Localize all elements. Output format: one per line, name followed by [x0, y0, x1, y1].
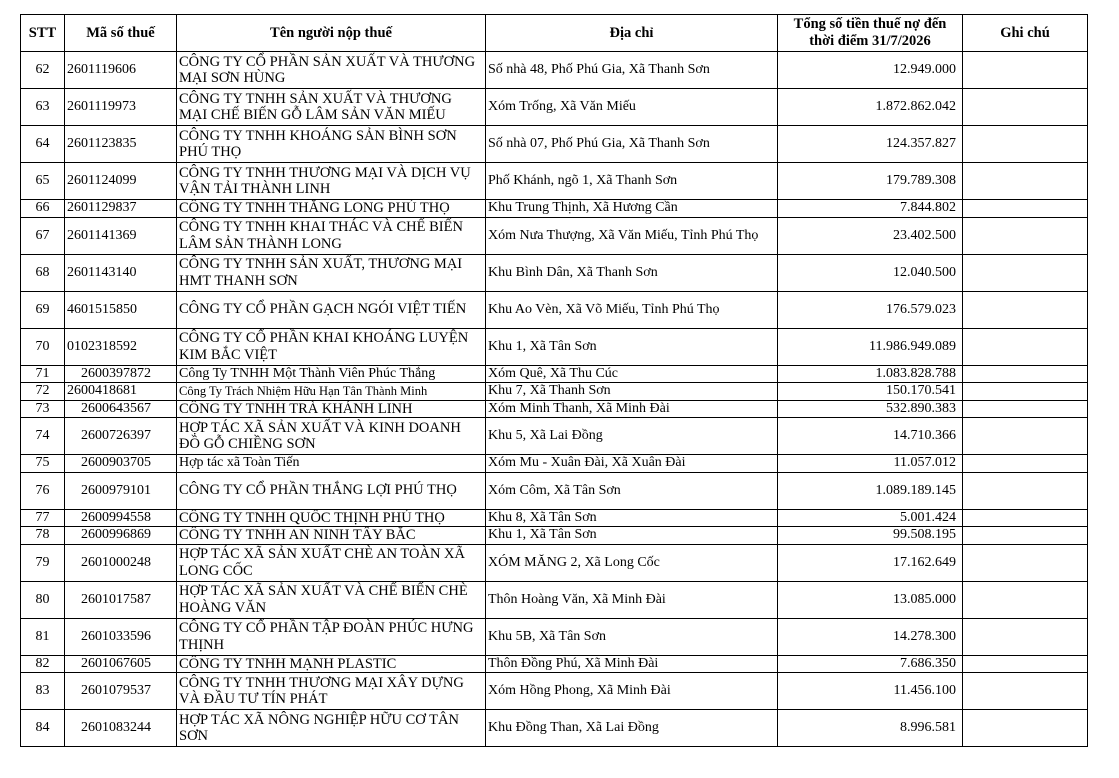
row-taxpayer-name: CÔNG TY TNHH KHAI THÁC VÀ CHẾ BIẾN LÂM SẢN THÀNH LONG [177, 217, 486, 254]
row-address: Khu Bình Dân, Xã Thanh Sơn [486, 254, 778, 291]
row-stt: 71 [21, 365, 65, 383]
row-stt: 77 [21, 509, 65, 527]
row-stt: 84 [21, 710, 65, 747]
row-tax-code: 2600903705 [65, 455, 177, 473]
row-address: Khu Trung Thịnh, Xã Hương Cần [486, 200, 778, 218]
row-stt: 72 [21, 383, 65, 401]
row-note [963, 710, 1088, 747]
table-row [21, 618, 1088, 655]
row-taxpayer-name: HỢP TÁC XÃ NÔNG NGHIỆP HỮU CƠ TÂN SƠN [177, 710, 486, 747]
row-tax-code: 2601123835 [65, 126, 177, 163]
row-total-debt: 17.162.649 [778, 544, 963, 581]
row-total-debt: 1.089.189.145 [778, 472, 963, 509]
header-total-debt-line1: Tổng số tiền thuế nợ đến [793, 16, 947, 32]
row-taxpayer-name: Công Ty TNHH Một Thành Viên Phúc Thắng [177, 365, 486, 383]
row-total-debt: 12.949.000 [778, 52, 963, 89]
table-row [21, 217, 1088, 254]
table-row [21, 673, 1088, 710]
row-address: Xóm Minh Thanh, Xã Minh Đài [486, 400, 778, 418]
row-tax-code: 2601079537 [65, 673, 177, 710]
row-tax-code: 2601083244 [65, 710, 177, 747]
row-note [963, 200, 1088, 218]
row-tax-code: 2601141369 [65, 217, 177, 254]
row-taxpayer-name: CÔNG TY CỔ PHẦN TẬP ĐOÀN PHÚC HƯNG THỊNH [177, 618, 486, 655]
row-total-debt: 1.083.828.788 [778, 365, 963, 383]
row-note [963, 455, 1088, 473]
row-taxpayer-name: CÔNG TY CỔ PHẦN SẢN XUẤT VÀ THƯƠNG MẠI SƠN HÙNG [177, 52, 486, 89]
row-taxpayer-name: CÔNG TY TNHH THĂNG LONG PHÚ THỌ [177, 200, 486, 218]
row-note [963, 673, 1088, 710]
row-address: Phố Khánh, ngõ 1, Xã Thanh Sơn [486, 163, 778, 200]
row-stt: 64 [21, 126, 65, 163]
header-note: Ghi chú [963, 15, 1088, 52]
row-stt: 78 [21, 527, 65, 545]
row-note [963, 126, 1088, 163]
row-total-debt: 1.872.862.042 [778, 89, 963, 126]
table-row [21, 200, 1088, 218]
table-row [21, 527, 1088, 545]
row-note [963, 655, 1088, 673]
row-address: Xóm Hồng Phong, Xã Minh Đài [486, 673, 778, 710]
row-address: XÓM MĂNG 2, Xã Long Cốc [486, 544, 778, 581]
row-tax-code: 2601017587 [65, 581, 177, 618]
row-tax-code: 2600418681 [65, 383, 177, 401]
row-tax-code: 2601124099 [65, 163, 177, 200]
row-total-debt: 124.357.827 [778, 126, 963, 163]
row-total-debt: 7.844.802 [778, 200, 963, 218]
row-note [963, 472, 1088, 509]
row-stt: 81 [21, 618, 65, 655]
row-total-debt: 11.986.949.089 [778, 328, 963, 365]
row-address: Thôn Hoàng Văn, Xã Minh Đài [486, 581, 778, 618]
table-row [21, 581, 1088, 618]
row-taxpayer-name: Công Ty Trách Nhiệm Hữu Hạn Tân Thành Minh [177, 383, 486, 401]
header-row [21, 15, 1088, 52]
row-taxpayer-name: CÔNG TY TNHH QUỐC THỊNH PHÚ THỌ [177, 509, 486, 527]
row-stt: 70 [21, 328, 65, 365]
table-row [21, 509, 1088, 527]
row-note [963, 254, 1088, 291]
row-total-debt: 23.402.500 [778, 217, 963, 254]
row-taxpayer-name: CÔNG TY CỔ PHẦN THẮNG LỢI PHÚ THỌ [177, 472, 486, 509]
table-row [21, 383, 1088, 401]
row-total-debt: 150.170.541 [778, 383, 963, 401]
row-address: Khu 1, Xã Tân Sơn [486, 328, 778, 365]
table-row [21, 710, 1088, 747]
row-stt: 69 [21, 291, 65, 328]
table-row [21, 89, 1088, 126]
table-row [21, 455, 1088, 473]
table-row [21, 52, 1088, 89]
header-taxpayer-name: Tên người nộp thuế [177, 15, 486, 52]
row-tax-code: 4601515850 [65, 291, 177, 328]
row-note [963, 527, 1088, 545]
table-row [21, 126, 1088, 163]
row-note [963, 291, 1088, 328]
table-row [21, 472, 1088, 509]
table-row [21, 655, 1088, 673]
row-address: Khu 5, Xã Lai Đồng [486, 418, 778, 455]
row-tax-code: 0102318592 [65, 328, 177, 365]
row-taxpayer-name: CÔNG TY TNHH KHOÁNG SẢN BÌNH SƠN PHÚ THỌ [177, 126, 486, 163]
row-total-debt: 7.686.350 [778, 655, 963, 673]
row-tax-code: 2600979101 [65, 472, 177, 509]
row-taxpayer-name: CÔNG TY CỔ PHẦN KHAI KHOÁNG LUYỆN KIM BẮC VIỆT [177, 328, 486, 365]
header-address: Địa chỉ [486, 15, 778, 52]
table-row [21, 400, 1088, 418]
row-stt: 67 [21, 217, 65, 254]
row-note [963, 383, 1088, 401]
row-address: Khu 1, Xã Tân Sơn [486, 527, 778, 545]
tax-debt-table [20, 14, 1088, 747]
row-tax-code: 2601143140 [65, 254, 177, 291]
row-note [963, 365, 1088, 383]
row-taxpayer-name: CÔNG TY TNHH AN NINH TÂY BẮC [177, 527, 486, 545]
row-address: Khu 5B, Xã Tân Sơn [486, 618, 778, 655]
table-row [21, 328, 1088, 365]
row-tax-code: 2600996869 [65, 527, 177, 545]
row-note [963, 400, 1088, 418]
row-total-debt: 99.508.195 [778, 527, 963, 545]
row-stt: 79 [21, 544, 65, 581]
row-note [963, 163, 1088, 200]
row-stt: 73 [21, 400, 65, 418]
row-note [963, 544, 1088, 581]
row-stt: 74 [21, 418, 65, 455]
row-stt: 63 [21, 89, 65, 126]
row-note [963, 89, 1088, 126]
row-note [963, 418, 1088, 455]
table-row [21, 365, 1088, 383]
row-total-debt: 11.057.012 [778, 455, 963, 473]
row-stt: 83 [21, 673, 65, 710]
row-tax-code: 2601033596 [65, 618, 177, 655]
header-total-debt [778, 15, 963, 52]
row-taxpayer-name: CÔNG TY TNHH THƯƠNG MẠI XÂY DỰNG VÀ ĐẦU TƯ TÍN PHÁT [177, 673, 486, 710]
row-address: Xóm Côm, Xã Tân Sơn [486, 472, 778, 509]
table-body [21, 52, 1088, 747]
row-total-debt: 12.040.500 [778, 254, 963, 291]
row-taxpayer-name: HỢP TÁC XÃ SẢN XUẤT CHÈ AN TOÀN XÃ LONG CỐC [177, 544, 486, 581]
row-note [963, 52, 1088, 89]
row-taxpayer-name: HỢP TÁC XÃ SẢN XUẤT VÀ CHẾ BIẾN CHÈ HOÀNG VĂN [177, 581, 486, 618]
row-total-debt: 14.710.366 [778, 418, 963, 455]
table-row [21, 254, 1088, 291]
row-address: Khu Ao Vèn, Xã Võ Miếu, Tỉnh Phú Thọ [486, 291, 778, 328]
row-taxpayer-name: CÔNG TY TNHH TRÀ KHÁNH LINH [177, 400, 486, 418]
row-tax-code: 2601119973 [65, 89, 177, 126]
row-total-debt: 5.001.424 [778, 509, 963, 527]
row-taxpayer-name: HỢP TÁC XÃ SẢN XUẤT VÀ KINH DOANH ĐỒ GỖ CHIỀNG SƠN [177, 418, 486, 455]
row-tax-code: 2601129837 [65, 200, 177, 218]
row-taxpayer-name: CÔNG TY TNHH SẢN XUẤT, THƯƠNG MẠI HMT THANH SƠN [177, 254, 486, 291]
row-total-debt: 8.996.581 [778, 710, 963, 747]
row-address: Khu Đồng Than, Xã Lai Đồng [486, 710, 778, 747]
table-row [21, 418, 1088, 455]
row-tax-code: 2600397872 [65, 365, 177, 383]
row-total-debt: 176.579.023 [778, 291, 963, 328]
row-tax-code: 2601067605 [65, 655, 177, 673]
header-tax-code: Mã số thuế [65, 15, 177, 52]
row-tax-code: 2600994558 [65, 509, 177, 527]
row-tax-code: 2601119606 [65, 52, 177, 89]
row-stt: 68 [21, 254, 65, 291]
row-taxpayer-name: CÔNG TY TNHH THƯƠNG MẠI VÀ DỊCH VỤ VẬN TẢI THÀNH LINH [177, 163, 486, 200]
row-taxpayer-name: CÔNG TY TNHH SẢN XUẤT VÀ THƯƠNG MẠI CHẾ BIẾN GỖ LÂM SẢN VĂN MIẾU [177, 89, 486, 126]
row-stt: 75 [21, 455, 65, 473]
table-row [21, 291, 1088, 328]
table-row [21, 544, 1088, 581]
row-address: Xóm Quê, Xã Thu Cúc [486, 365, 778, 383]
row-address: Khu 7, Xã Thanh Sơn [486, 383, 778, 401]
row-total-debt: 532.890.383 [778, 400, 963, 418]
row-tax-code: 2600726397 [65, 418, 177, 455]
row-address: Xóm Mu - Xuân Đài, Xã Xuân Đài [486, 455, 778, 473]
row-address: Khu 8, Xã Tân Sơn [486, 509, 778, 527]
row-stt: 80 [21, 581, 65, 618]
row-stt: 82 [21, 655, 65, 673]
row-note [963, 217, 1088, 254]
row-total-debt: 14.278.300 [778, 618, 963, 655]
row-taxpayer-name: Hợp tác xã Toàn Tiến [177, 455, 486, 473]
row-address: Xóm Nưa Thượng, Xã Văn Miếu, Tỉnh Phú Thọ [486, 217, 778, 254]
row-note [963, 328, 1088, 365]
row-stt: 66 [21, 200, 65, 218]
row-total-debt: 13.085.000 [778, 581, 963, 618]
row-address: Số nhà 07, Phố Phú Gia, Xã Thanh Sơn [486, 126, 778, 163]
row-note [963, 509, 1088, 527]
row-address: Xóm Trống, Xã Văn Miếu [486, 89, 778, 126]
row-stt: 76 [21, 472, 65, 509]
row-total-debt: 11.456.100 [778, 673, 963, 710]
row-total-debt: 179.789.308 [778, 163, 963, 200]
header-stt: STT [21, 15, 65, 52]
row-note [963, 581, 1088, 618]
row-address: Thôn Đồng Phú, Xã Minh Đài [486, 655, 778, 673]
header-total-debt-line2: thời điểm 31/7/2026 [809, 33, 931, 49]
row-stt: 65 [21, 163, 65, 200]
row-address: Số nhà 48, Phố Phú Gia, Xã Thanh Sơn [486, 52, 778, 89]
row-taxpayer-name: CÔNG TY CỔ PHẦN GẠCH NGÓI VIỆT TIẾN [177, 291, 486, 328]
row-tax-code: 2601000248 [65, 544, 177, 581]
row-stt: 62 [21, 52, 65, 89]
table-row [21, 163, 1088, 200]
row-note [963, 618, 1088, 655]
row-tax-code: 2600643567 [65, 400, 177, 418]
row-taxpayer-name: CÔNG TY TNHH MẠNH PLASTIC [177, 655, 486, 673]
